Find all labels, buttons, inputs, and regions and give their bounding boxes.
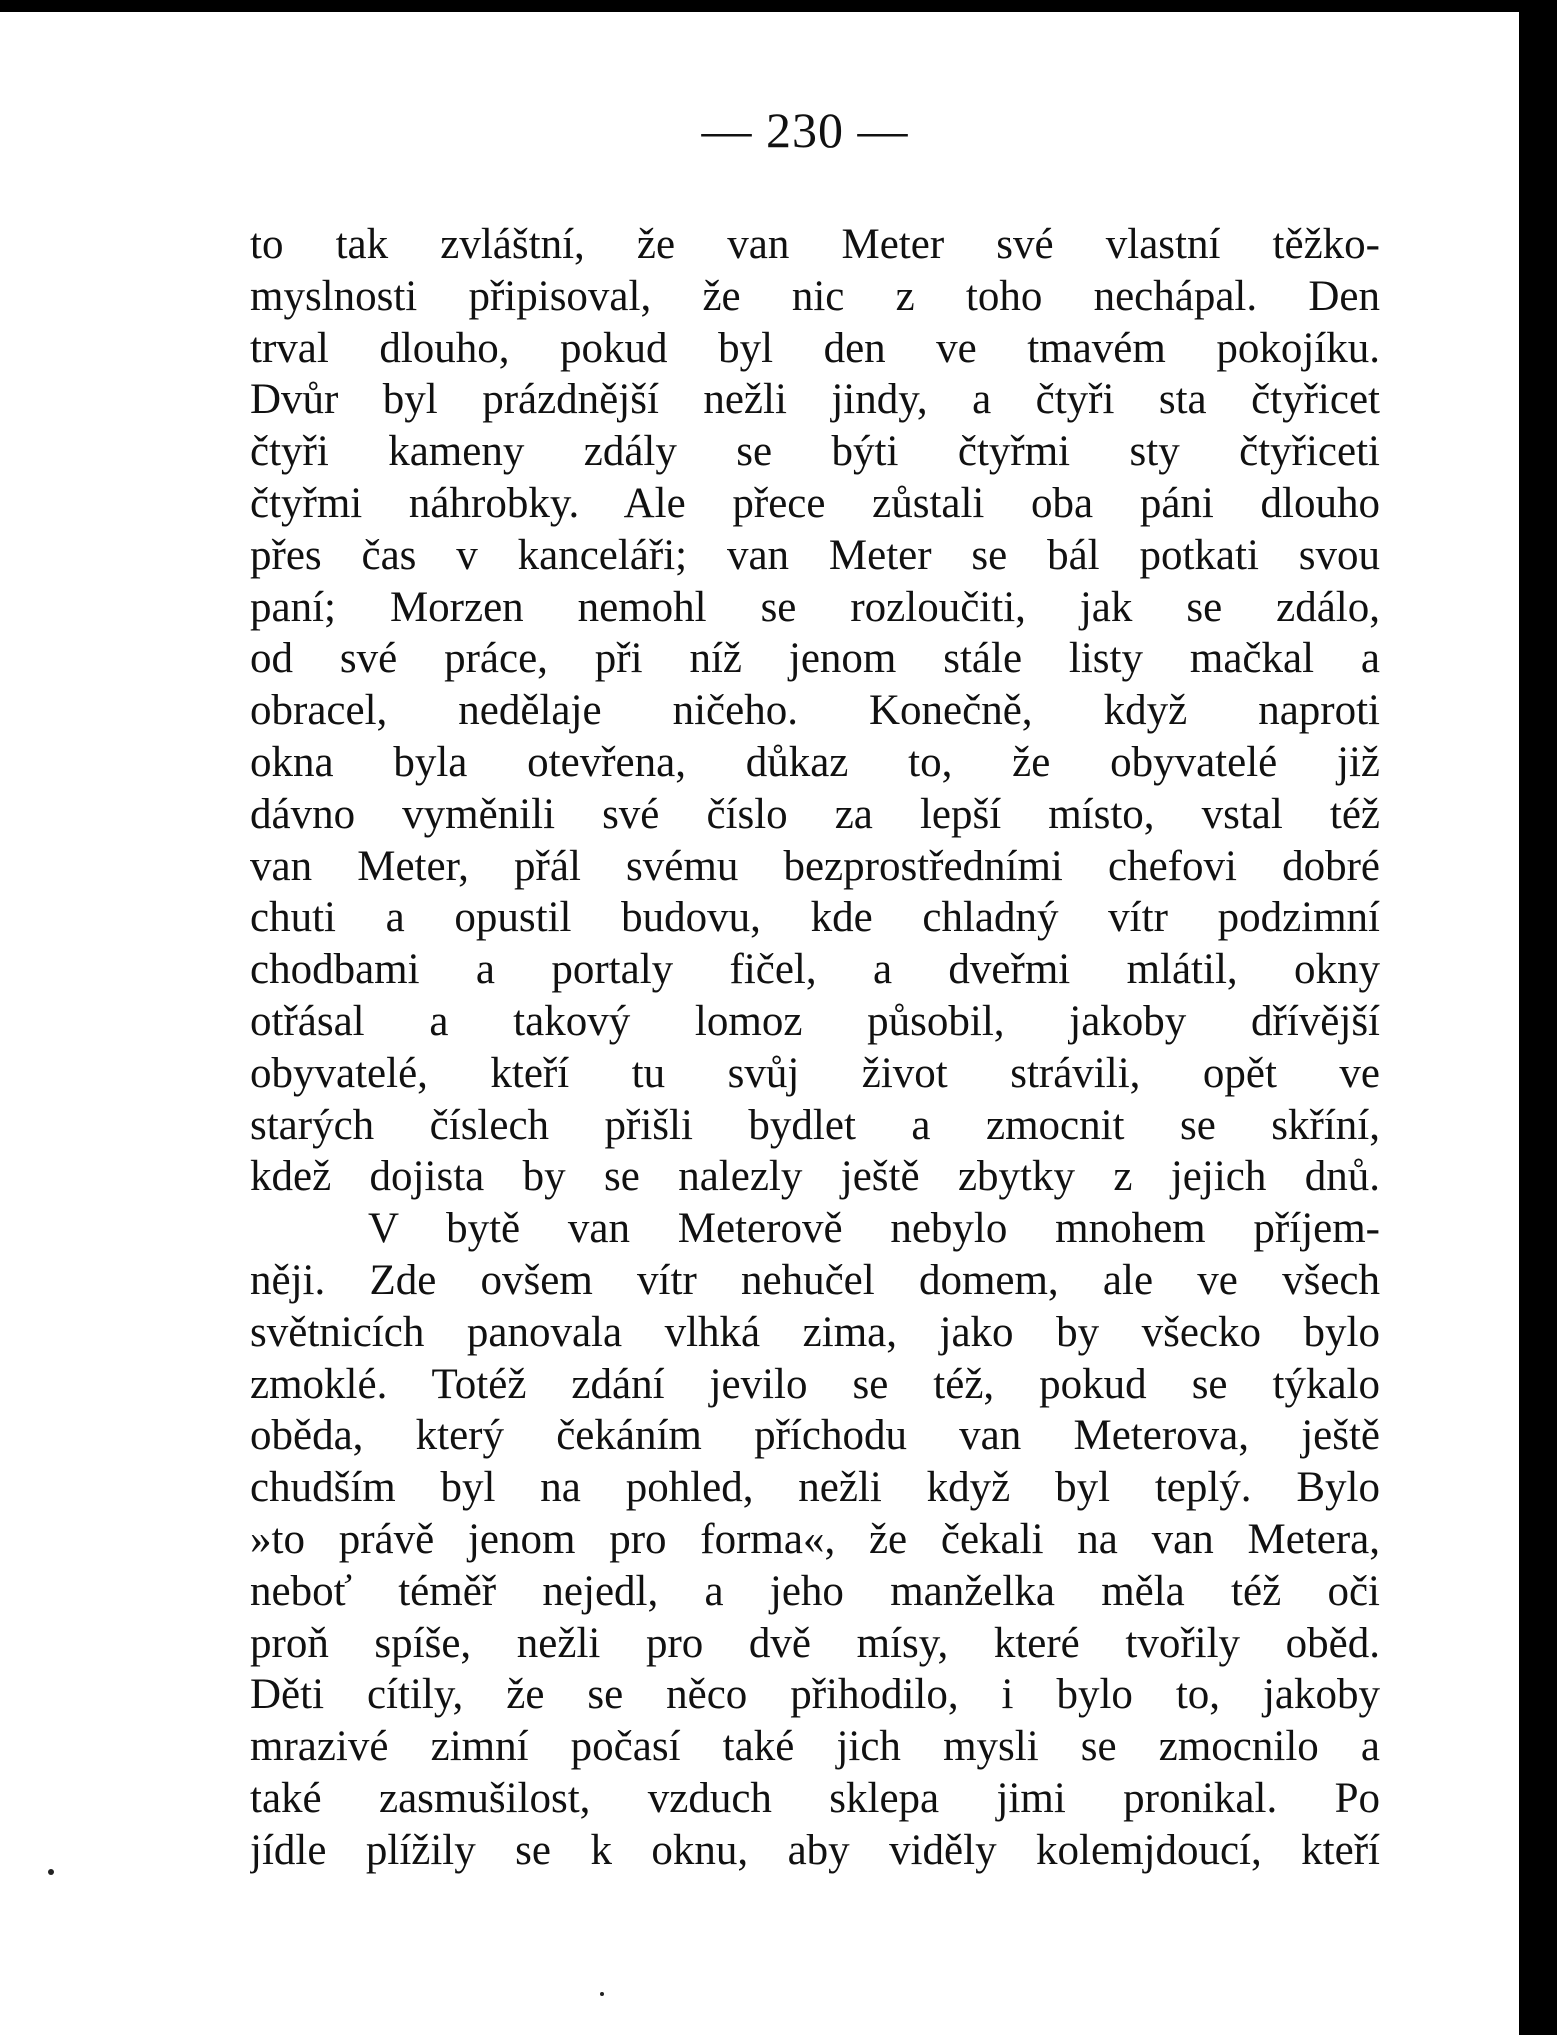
text-line: okna byla otevřena, důkaz to, že obyvatelé již <box>250 738 1380 786</box>
text-line: přes čas v kanceláři; van Meter se bál potkati svou <box>250 531 1380 579</box>
text-line: oběda, který čekáním příchodu van Meterova, ještě <box>250 1412 1380 1460</box>
text-line: obracel, nedělaje ničeho. Konečně, když naproti <box>250 687 1380 735</box>
book-page <box>0 12 1519 2035</box>
text-line: van Meter, přál svému bezprostředními chefovi dobré <box>250 842 1380 890</box>
text-line: paní; Morzen nemohl se rozloučiti, jak se zdálo, <box>250 583 1380 631</box>
text-line: Děti cítily, že se něco přihodilo, i bylo to, jakoby <box>250 1671 1380 1719</box>
scan-speck <box>48 1869 54 1875</box>
text-line: proň spíše, nežli pro dvě mísy, které tvořily oběd. <box>250 1619 1380 1667</box>
text-line: chuti a opustil budovu, kde chladný vítr podzimní <box>250 894 1380 942</box>
text-line: chudším byl na pohled, nežli když byl teplý. Bylo <box>250 1464 1380 1512</box>
text-line: neboť téměř nejedl, a jeho manželka měla též oči <box>250 1567 1380 1615</box>
text-line: obyvatelé, kteří tu svůj život strávili, opět ve <box>250 1049 1380 1097</box>
body-text <box>250 219 1380 1877</box>
text-line: kdež dojista by se nalezly ještě zbytky z jejich dnů. <box>250 1153 1380 1201</box>
text-line: V bytě van Meterově nebylo mnohem příjem- <box>368 1205 1380 1253</box>
text-line: světnicích panovala vlhká zima, jako by všecko bylo <box>250 1308 1380 1356</box>
text-line: něji. Zde ovšem vítr nehučel domem, ale ve všech <box>250 1256 1380 1304</box>
text-line: otřásal a takový lomoz působil, jakoby dřívější <box>250 997 1380 1045</box>
text-line: trval dlouho, pokud byl den ve tmavém pokojíku. <box>250 324 1380 372</box>
text-line: mrazivé zimní počasí také jich mysli se zmocnilo a <box>250 1723 1380 1771</box>
text-line: dávno vyměnili své číslo za lepší místo, vstal též <box>250 790 1380 838</box>
scan-speck <box>600 1992 604 1996</box>
text-line: starých číslech přišli bydlet a zmocnit se skříní, <box>250 1101 1380 1149</box>
text-line: čtyři kameny zdály se býti čtyřmi sty čtyřiceti <box>250 428 1380 476</box>
text-line: zmoklé. Totéž zdání jevilo se též, pokud se týkalo <box>250 1360 1380 1408</box>
scan-border-top <box>0 0 1557 12</box>
text-line: jídle plížily se k oknu, aby viděly kolemjdoucí, kteří <box>250 1826 1380 1874</box>
text-line: »to právě jenom pro forma«, že čekali na van Metera, <box>250 1515 1380 1563</box>
text-line: od své práce, při níž jenom stále listy mačkal a <box>250 635 1380 683</box>
text-line: Dvůr byl prázdnější nežli jindy, a čtyři sta čtyřicet <box>250 376 1380 424</box>
page-number: — 230 — <box>701 102 909 158</box>
text-line: myslnosti připisoval, že nic z toho nechápal. Den <box>250 272 1380 320</box>
text-line: také zasmušilost, vzduch sklepa jimi pronikal. Po <box>250 1774 1380 1822</box>
text-line: chodbami a portaly fičel, a dveřmi mlátil, okny <box>250 946 1380 994</box>
scan-border-right <box>1519 0 1557 2035</box>
text-line: to tak zvláštní, že van Meter své vlastní těžko- <box>250 221 1380 268</box>
text-line: čtyřmi náhrobky. Ale přece zůstali oba páni dlouho <box>250 479 1380 527</box>
